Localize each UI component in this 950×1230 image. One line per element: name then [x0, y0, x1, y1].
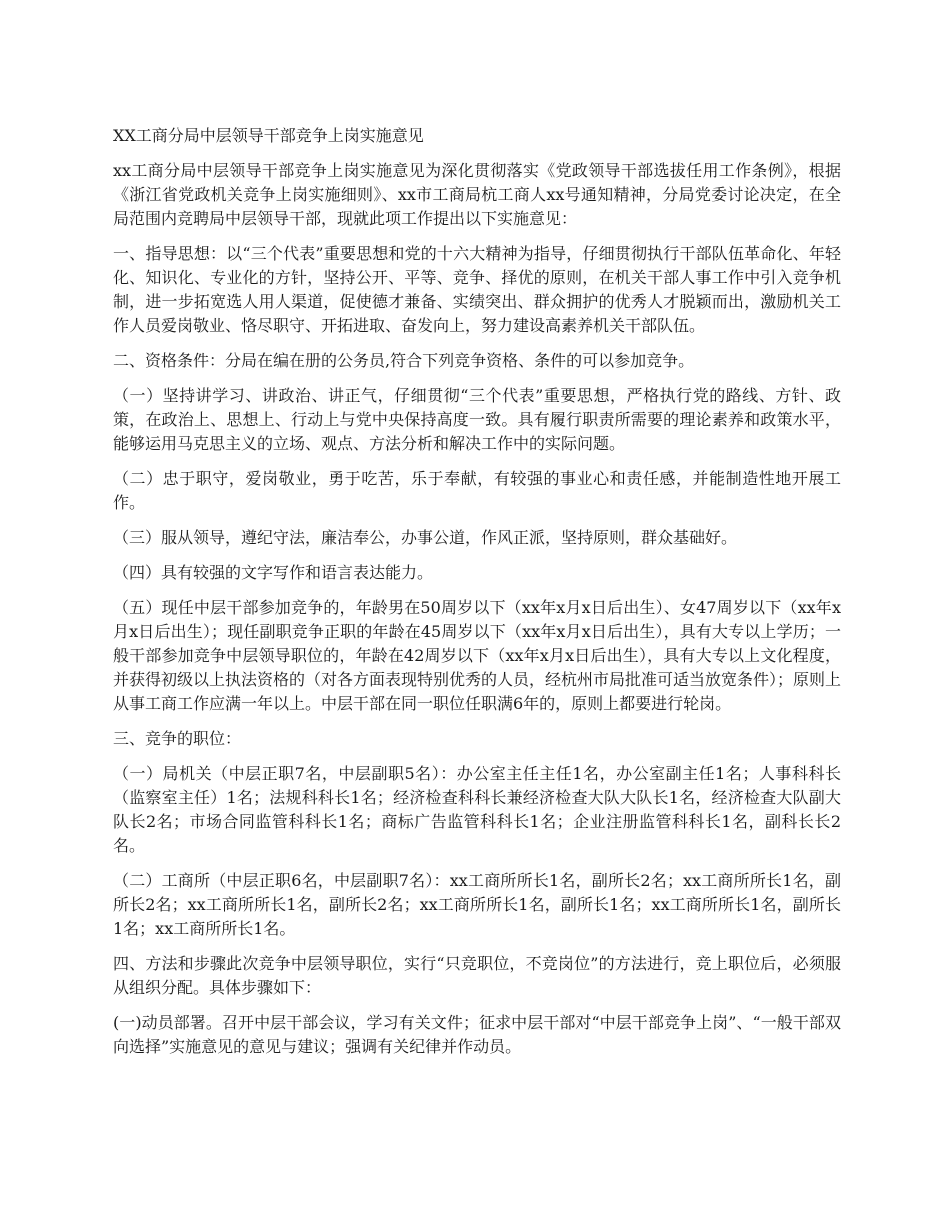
- paragraph-qualifications: 二、资格条件：分局在编在册的公务员,符合下列竞争资格、条件的可以参加竞争。: [113, 351, 695, 370]
- paragraph-qualification-4: （四）具有较强的文字写作和语言表达能力。: [113, 563, 434, 582]
- paragraph-qualification-1: （一）坚持讲学习、讲政治、讲正气，仔细贯彻“三个代表”重要思想，严格执行党的路线、方针、政策，在政治上、思想上、行动上与党中央保持高度一致。具有履行职责所需要的理论素养和政策水平，能够运用马克思主义的立场、观点、方法分析和解决工作中的实际问题。: [113, 386, 841, 453]
- paragraph-intro: xx工商分局中层领导干部竞争上岗实施意见为深化贯彻落实《党政领导干部选拔任用工作条例》，根据《浙江省党政机关竞争上岗实施细则》、xx市工商局杭工商人xx号通知精神，分局党委讨论决定，在全局范围内竞聘局中层领导干部，现就此项工作提出以下实施意见：: [113, 161, 841, 228]
- paragraph-qualification-2: （二）忠于职守，爱岗敬业，勇于吃苦，乐于奉献，有较强的事业心和责任感，并能制造性地开展工作。: [113, 469, 841, 512]
- paragraph-methods-steps: 四、方法和步骤此次竞争中层领导职位，实行“只竞职位，不竞岗位”的方法进行，竞上职位后，必须服从组织分配。具体步骤如下：: [113, 954, 841, 997]
- paragraph-qualification-3: （三）服从领导，遵纪守法，廉洁奉公，办事公道，作风正派，坚持原则，群众基础好。: [113, 528, 738, 547]
- paragraph-positions-bureau: （一）局机关（中层正职7名，中层副职5名）：办公室主任主任1名，办公室副主任1名；人事科科长（监察室主任）1名；法规科科长1名；经济检查科科长兼经济检查大队大队长1名，经济检查大队副大队长2名；市场合同监管科科长1名；商标广告监管科科长1名；企业注册监管科科长1名，副科长长2名。: [113, 764, 841, 855]
- document-title: XX工商分局中层领导干部竞争上岗实施意见: [113, 126, 424, 145]
- paragraph-qualification-5: （五）现任中层干部参加竞争的，年龄男在50周岁以下（xx年x月x日后出生）、女47周岁以下（xx年x月x日后出生）；现任副职竞争正职的年龄在45周岁以下（xx年x月x日后出生），具有大专以上学历；一般干部参加竞争中层领导职位的，年龄在42周岁以下（xx年x月x日后出生），具有大专以上文化程度，并获得初级以上执法资格的（对各方面表现特别优秀的人员，经杭州市局批准可适当放宽条件）；原则上从事工商工作应满一年以上。中层干部在同一职位任职满6年的，原则上都要进行轮岗。: [113, 598, 842, 713]
- paragraph-positions-stations: （二）工商所（中层正职6名，中层副职7名）：xx工商所所长1名，副所长2名；xx工商所所长1名，副所长2名；xx工商所所长1名，副所长2名；xx工商所所长1名，副所长1名；xx工商所所长1名，副所长1名；xx工商所所长1名。: [113, 871, 841, 938]
- document-page: [113, 124, 841, 1070]
- paragraph-guiding-ideology: 一、指导思想：以“三个代表”重要思想和党的十六大精神为指导，仔细贯彻执行干部队伍革命化、年轻化、知识化、专业化的方针，坚持公开、平等、竞争、择优的原则，在机关干部人事工作中引入竞争机制，进一步拓宽选人用人渠道，促使德才兼备、实绩突出、群众拥护的优秀人才脱颖而出，激励机关工作人员爱岗敬业、恪尽职守、开拓进取、奋发向上，努力建设高素养机关干部队伍。: [113, 244, 841, 335]
- paragraph-step-1: (一)动员部署。召开中层干部会议，学习有关文件；征求中层干部对“中层干部竞争上岗”、“一般干部双向选择”实施意见的意见与建议；强调有关纪律并作动员。: [113, 1013, 841, 1056]
- paragraph-positions-heading: 三、竞争的职位：: [113, 729, 242, 748]
